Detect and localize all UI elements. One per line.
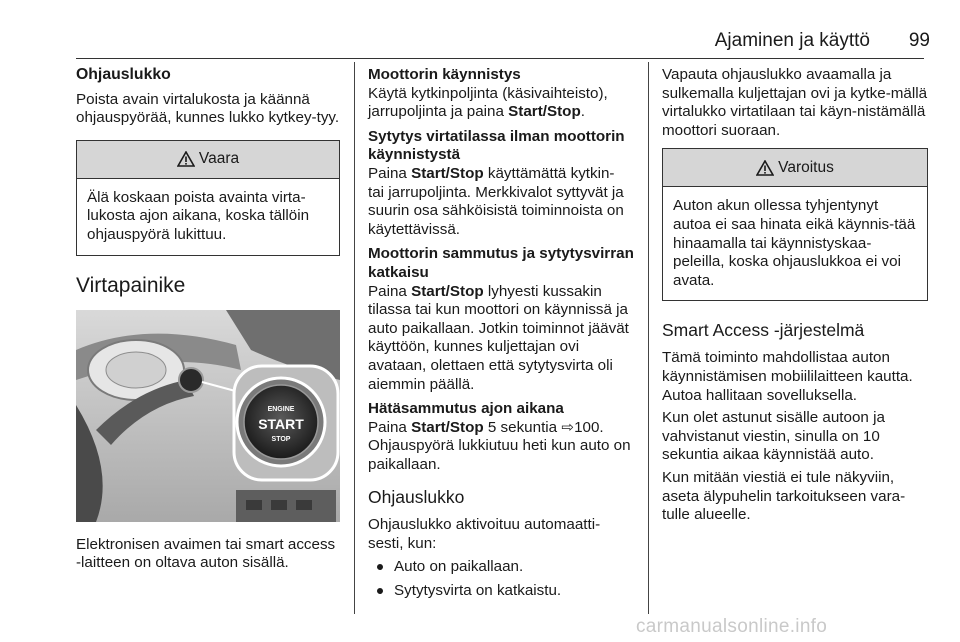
warning-triangle-icon	[177, 151, 195, 167]
paragraph: Vapauta ohjauslukko avaamalla ja sulkemalla kuljettajan ovi ja kytke-mällä virtalukko virtatilaan tai käyn-nistämällä moottori suoraan.	[662, 66, 928, 139]
page-number: 99	[908, 30, 930, 51]
list-item: Sytytysvirta on katkaistu.	[368, 582, 634, 601]
page-reference-link[interactable]: ⇨100	[561, 418, 600, 436]
start-button-illustration	[76, 310, 340, 522]
list-item: Auto on paikallaan.	[368, 558, 634, 577]
paragraph: Paina Start/Stop käyttämättä kytkin- tai jarrupoljinta. Merkkivalot syttyvät ja suurin osa sähköisistä toiminnoista on käytettävissä.	[368, 164, 624, 238]
column-divider-1	[354, 62, 355, 614]
warning-body: Auton akun ollessa tyhjentynyt autoa ei saa hinata eikä käynnis-tää hinaamalla tai käynnistyskaa-peleilla, koska ohjauslukkoa ei voi avata.	[673, 197, 916, 289]
warning-header	[663, 149, 927, 187]
button-text-start: START	[258, 415, 304, 432]
section-heading-steering-lock: Ohjauslukko	[76, 66, 171, 83]
paragraph: Elektronisen avaimen tai smart access -laitteen on oltava auton sisällä.	[76, 535, 336, 572]
warning-triangle-icon	[756, 160, 774, 176]
paragraph: Paina Start/Stop 5 sekuntia ⇨100. Ohjauspyörä lukkiutuu heti kun auto on paikallaan.	[368, 418, 631, 473]
paragraph: Paina Start/Stop lyhyesti kussakin tilassa tai kun moottori on käynnissä ja auto paikallaan. Jotkin toiminnot jäävät käyttöön, kunnes kuljettajan ovi avataan, olettaen että sytytysvirta oli aiemmin päällä.	[368, 282, 629, 393]
button-text-engine: ENGINE	[267, 405, 295, 413]
button-text-stop: STOP	[271, 435, 291, 443]
subheading-emergency-off: Hätäsammutus ajon aikana	[368, 400, 564, 418]
paragraph: Ohjauslukko aktivoituu automaatti-sesti, kun:	[368, 516, 601, 553]
column-divider-2	[648, 62, 649, 614]
warning-label: Varoitus	[778, 158, 834, 176]
paragraph: Tämä toiminto mahdollistaa auton käynnistämisen mobiililaitteen kautta. Autoa hallitaan sovelluksella.	[662, 349, 913, 404]
warning-header	[77, 141, 339, 179]
subheading-engine-start: Moottorin käynnistys	[368, 66, 521, 83]
section-heading-smart-access: Smart Access -järjestelmä	[662, 320, 865, 341]
header-rule	[76, 58, 924, 59]
caution-warning-box	[662, 148, 928, 301]
column-1	[76, 66, 340, 577]
watermark: carmanualsonline.info	[636, 616, 828, 637]
column-3	[662, 66, 928, 529]
arrow-right-icon: ⇨	[561, 418, 575, 436]
paragraph: Poista avain virtalukosta ja käännä ohjauspyörää, kunnes lukko kytkey-tyy.	[76, 90, 340, 127]
danger-warning-box	[76, 140, 340, 256]
bullet-icon	[377, 564, 383, 570]
subheading-engine-off: Moottorin sammutus ja sytytysvirran katkaisu	[368, 245, 634, 281]
section-heading-start-button: Virtapainike	[76, 273, 186, 297]
paragraph: Kun olet astunut sisälle autoon ja vahvistanut viestin, sinulla on 10 sekuntia aikaa käynnistää auto.	[662, 409, 885, 464]
column-2	[368, 66, 634, 607]
running-header-title: Ajaminen ja käyttö	[714, 30, 870, 51]
paragraph: Kun mitään viestiä ei tule näkyviin, aseta älypuhelin tarkoitukseen vara-tulle alueelle.	[662, 468, 906, 524]
condition-list	[368, 558, 634, 601]
warning-label: Vaara	[198, 149, 240, 167]
subheading-ignition-on: Sytytys virtatilassa ilman moottorin käynnistystä	[368, 127, 625, 164]
section-heading-steering-lock: Ohjauslukko	[368, 487, 465, 508]
warning-body: Älä koskaan poista avainta virta-lukosta ajon aikana, koska tällöin ohjauspyörä lukittuu.	[87, 188, 310, 243]
bullet-icon	[377, 588, 383, 594]
paragraph: Käytä kytkinpoljinta (käsivaihteisto), jarrupoljinta ja paina Start/Stop.	[368, 84, 608, 121]
